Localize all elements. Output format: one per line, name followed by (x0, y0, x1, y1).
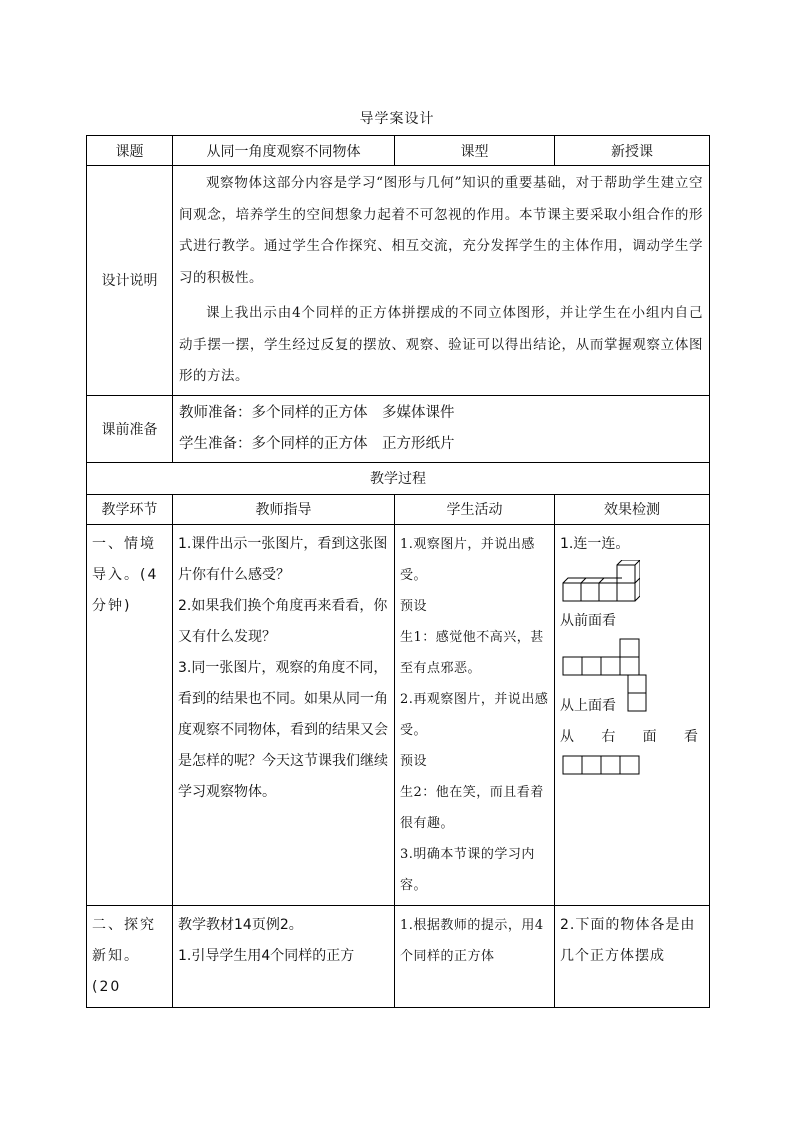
explore-student-activity: 1.根据教师的提示，用4个同样的正方体 (395, 905, 555, 1007)
design-row (87, 166, 710, 396)
column-header: 教师指导 (173, 494, 395, 524)
intro-student-activity (395, 524, 555, 905)
check-title: 1.连一连。 (560, 535, 630, 552)
explore-stage: 二、探究新知。(20 (87, 905, 173, 1007)
view-top-label: 从上面看 (560, 697, 616, 714)
explore-teacher-guide (173, 905, 395, 1007)
prep-label: 课前准备 (87, 395, 173, 462)
student-line: 生1：感觉他不高兴，甚至有点邪恶。 (400, 629, 544, 676)
intro-teacher-guide (173, 524, 395, 905)
student-line: 预设 (400, 598, 428, 614)
teacher-step-2: 2.如果我们换个角度再来看看，你又有什么发现？ (178, 597, 388, 645)
student-line: 生2：他在笑，而且看着很有趣。 (400, 784, 544, 831)
teacher-step-1: 1.课件出示一张图片，看到这张图片你有什么感受？ (178, 535, 388, 583)
view-front-label: 从前面看 (560, 612, 616, 629)
column-header: 学生活动 (395, 494, 555, 524)
column-header: 效果检测 (555, 494, 710, 524)
student-prep: 学生准备：多个同样的正方体 正方形纸片 (179, 435, 455, 452)
right-view-figure (560, 753, 640, 777)
design-paragraph-1: 观察物体这部分内容是学习“图形与几何”知识的重要基础，对于帮助学生建立空间观念，培养学生的空间想象力起着不可忽视的作用。本节课主要采取小组合作的形式进行教学。通过学生合作探究、相互交流，充分发挥学生的主体作用，调动学生学习的积极性。 (179, 175, 703, 286)
student-line: 预设 (400, 753, 428, 769)
prep-content (173, 395, 710, 462)
view-right-label: 从 右 面 看 (560, 728, 698, 745)
student-line: 3.明确本节课的学习内容。 (400, 846, 535, 893)
intro-check (555, 524, 710, 905)
student-line: 1.观察图片，并说出感受。 (400, 536, 535, 583)
teacher-step-3: 3.同一张图片，观察的角度不同，看到的结果也不同。如果从同一角度观察不同物体，看到的结果又会是怎样的呢？今天这节课我们继续学习观察物体。 (178, 659, 388, 800)
design-paragraph-2: 课上我出示由4个同样的正方体拼摆成的不同立体图形，并让学生在小组内自己动手摆一摆，学生经过反复的摆放、观察、验证可以得出结论，从而掌握观察立体图形的方法。 (179, 305, 703, 384)
type-label: 课型 (395, 136, 555, 166)
type-value: 新授课 (555, 136, 710, 166)
topic-value: 从同一角度观察不同物体 (173, 136, 395, 166)
process-header-row (87, 494, 710, 524)
process-title: 教学过程 (87, 462, 710, 494)
lesson-plan-table (86, 135, 710, 1008)
teacher-prep: 教师准备：多个同样的正方体 多媒体课件 (179, 404, 455, 421)
explore-row (87, 905, 710, 1007)
design-notes (173, 166, 710, 396)
document-title: 导学案设计 (359, 111, 435, 127)
design-label: 设计说明 (87, 166, 173, 396)
top-view-figure (626, 673, 648, 713)
cube-stack-figure (560, 560, 640, 606)
front-view-figure (560, 637, 640, 677)
topic-label: 课题 (87, 136, 173, 166)
intro-stage: 一、情境导入。(4分钟) (87, 524, 173, 905)
intro-row (87, 524, 710, 905)
explore-check: 2.下面的物体各是由几个正方体摆成 (555, 905, 710, 1007)
top-view-group (560, 677, 704, 722)
header-row (87, 136, 710, 166)
teacher-step-1: 教学教材14页例2。 (178, 916, 303, 933)
student-line: 2.再观察图片，并说出感受。 (400, 691, 549, 738)
process-title-row (87, 462, 710, 494)
prep-row (87, 395, 710, 462)
teacher-step-2: 1.引导学生用4个同样的正方 (178, 947, 355, 964)
column-header: 教学环节 (87, 494, 173, 524)
